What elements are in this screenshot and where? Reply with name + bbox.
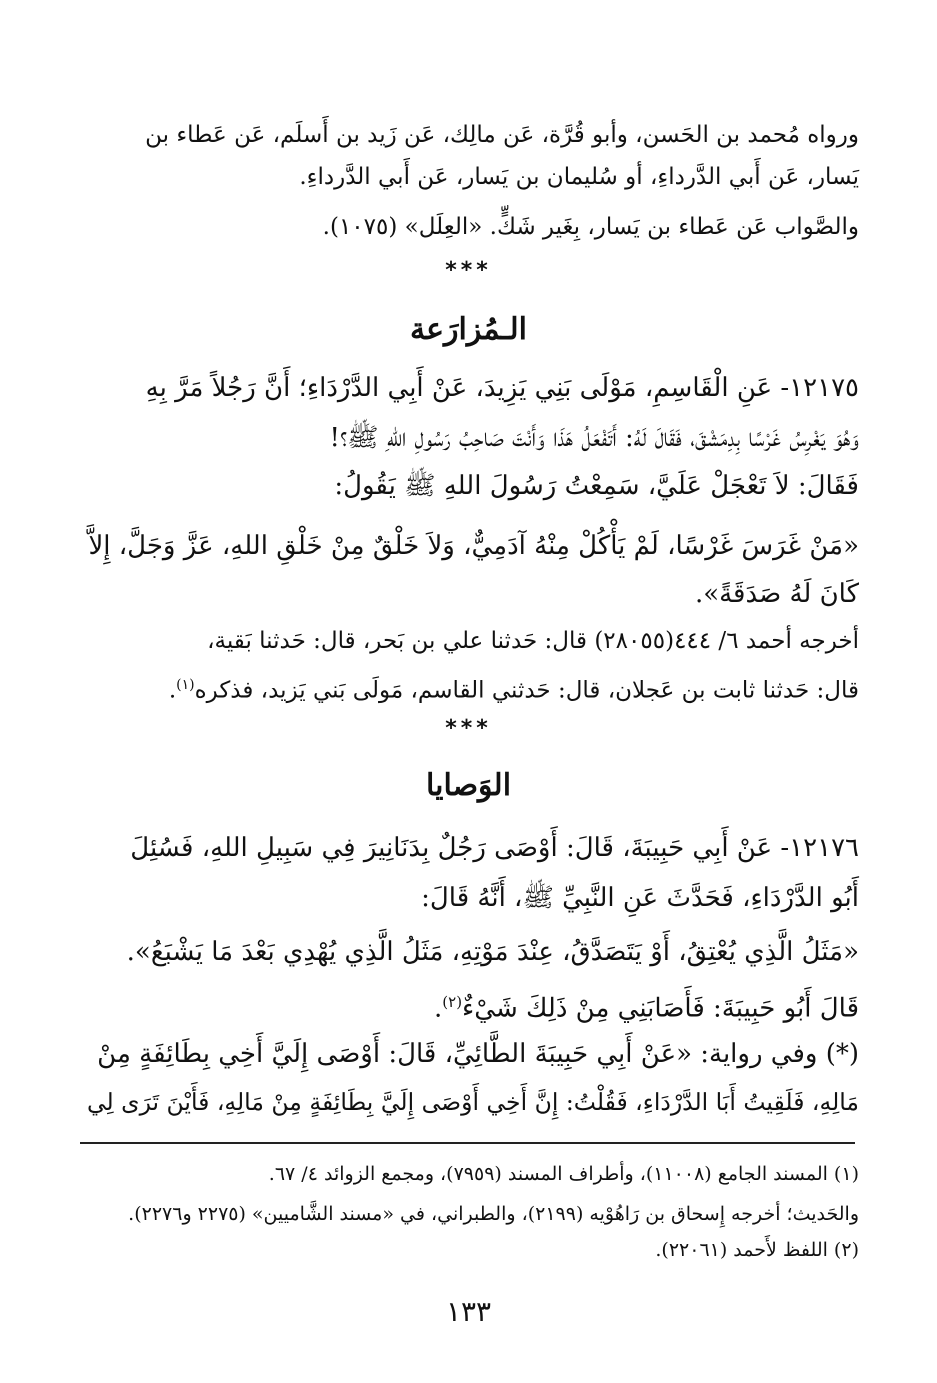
footnote-ref: (٢) (442, 993, 463, 1011)
footnote: (٢) اللفظ لأَحمد (٢٢٠٦١). (655, 1239, 859, 1261)
text-line: والصَّواب عَن عَطاء بن يَسار، بِغَير شَكٍّ. «العِلَل» (١٠٧٥). (322, 214, 859, 240)
takhrij-line: قال: حَدثنا ثابت بن عَجلان، قال: حَدثني القاسم، مَولَى بَني يَزيد، فذكره$^{(١)}$. (168, 677, 859, 704)
section-separator: *** (445, 716, 492, 741)
footnote-rule (80, 1142, 855, 1144)
hadith-line: كَانَ لَهُ صَدَقَةً». (694, 579, 859, 609)
hadith-line: ١٢١٧٦- عَنْ أَبِي حَبِيبَةَ، قَالَ: أَوْصَى رَجُلٌ بِدَنَانِيرَ فِي سَبِيلِ اللهِ، فَسُئِلَ (130, 833, 859, 863)
hadith-line: (*) وفي رواية: «عَنْ أَبِي حَبِيبَةَ الطَّائِيِّ، قَالَ: أَوْصَى إِلَيَّ أَخِي بِطَائِفَةٍ مِنْ (97, 1039, 859, 1069)
hadith-line: فَقَالَ: لاَ تَعْجَلْ عَلَيَّ، سَمِعْتُ رَسُولَ اللهِ ﷺ يَقُولُ: (334, 471, 859, 501)
footnote-ref: (١) (176, 677, 195, 693)
takhrij-text: قال: حَدثنا ثابت بن عَجلان، قال: حَدثني القاسم، مَولَى بَني يَزيد، فذكره (194, 677, 859, 704)
hadith-line: ١٢١٧٥- عَنِ الْقَاسِمِ، مَوْلَى بَنِي يَزِيدَ، عَنْ أَبِي الدَّرْدَاءِ؛ أَنَّ رَجُلاً مَرَّ بِهِ (145, 373, 859, 403)
page-number: ١٣٣ (445, 1295, 492, 1328)
hadith-line: «مَنْ غَرَسَ غَرْسًا، لَمْ يَأْكُلْ مِنْهُ آدَمِيٌّ، وَلاَ خَلْقٌ مِنْ خَلْقِ اللهِ، عَزَّ وَجَلَّ، إِلاَّ (88, 531, 859, 561)
section-heading: الـمُزارَعة (410, 312, 527, 347)
text-line: يَسار، عَن أَبي الدَّرداءِ، أو سُليمان بن يَسار، عَن أَبي الدَّرداءِ. (299, 164, 859, 190)
footnote: (١) المسند الجامع (١١٠٠٨)، وأطراف المسند (٧٩٥٩)، ومجمع الزوائد ٤/ ٦٧. (268, 1163, 859, 1185)
section-separator: *** (445, 258, 492, 283)
hadith-text: قَالَ أَبُو حَبِيبَةَ: فَأَصَابَنِي مِنْ ذَلِكَ شَيْءٌ (462, 993, 859, 1024)
footnote: والحَديث؛ أخرجه إِسحاق بن رَاهُوْيه (٢١٩٩)، والطبراني، في «مسند الشَّاميين» (٢٢٧٥ و٢٢٧٦). (128, 1203, 859, 1225)
hadith-line: أَبُو الدَّرْدَاءِ، فَحَدَّثَ عَنِ النَّبِيِّ ﷺ، أَنَّهُ قَالَ: (421, 883, 859, 913)
hadith-line: مَالِهِ، فَلَقِيتُ أَبَا الدَّرْدَاءِ، فَقُلْتُ: إِنَّ أَخِي أَوْصَى إِلَيَّ بِطَائِفَةٍ مِنْ مَالِهِ، فَأَيْنَ تَرَى لِي (86, 1088, 859, 1116)
takhrij-line: أخرجه أحمد ٦/ ٤٤٤(٢٨٠٥٥) قال: حَدثنا علي بن بَحر، قال: حَدثنا بَقية، (207, 628, 859, 654)
hadith-line: قَالَ أَبُو حَبِيبَةَ: فَأَصَابَنِي مِنْ ذَلِكَ شَيْءٌ$^{(٢)}$. (434, 993, 859, 1024)
text-line: ورواه مُحمد بن الحَسن، وأبو قُرَّة، عَن مالِك، عَن زَيد بن أَسلَم، عَن عَطاء بن (145, 122, 859, 148)
hadith-line: «مَثَلُ الَّذِي يُعْتِقُ، أَوْ يَتَصَدَّقُ، عِنْدَ مَوْتِهِ، مَثَلُ الَّذِي يُهْدِي بَعْدَ مَا يَشْبَعُ». (126, 937, 859, 967)
hadith-line: وَهُوَ يَغْرِسُ غَرْسًا بِدِمَشْقَ، فَقَالَ لَهُ: أَتَفْعَلُ هَذَا وَأَنْتَ صَاحِبُ رَسُولِ اللهِ ﷺ؟! (329, 423, 859, 453)
section-heading: الوَصايا (425, 768, 512, 803)
